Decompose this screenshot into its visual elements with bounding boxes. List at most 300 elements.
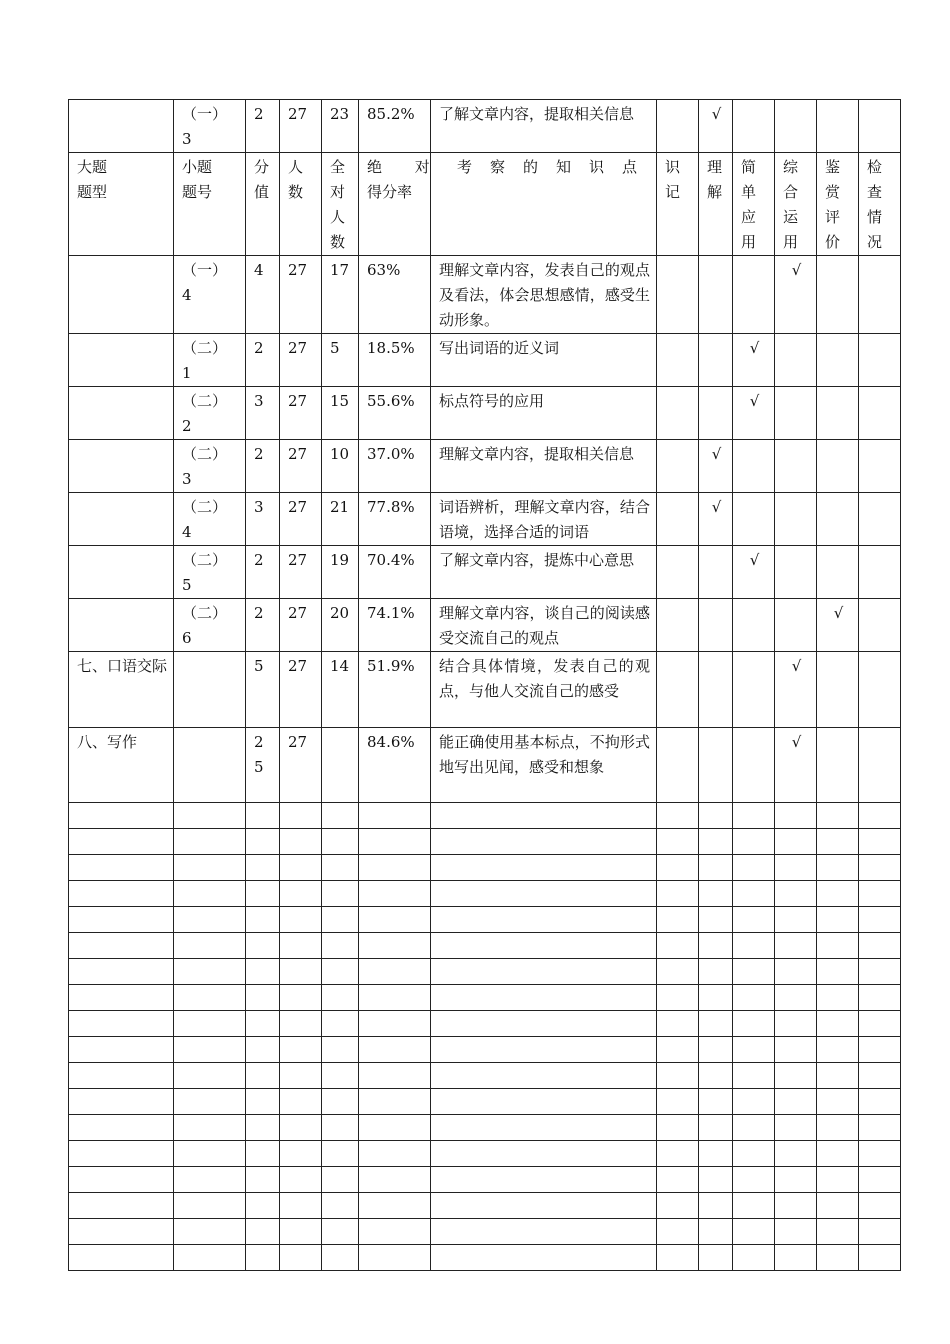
empty-cell bbox=[359, 1089, 431, 1115]
empty-row bbox=[69, 1037, 901, 1063]
level-cell bbox=[699, 493, 733, 546]
empty-cell bbox=[322, 1063, 359, 1089]
check-mark: √ bbox=[791, 261, 802, 279]
empty-cell bbox=[69, 933, 174, 959]
empty-cell bbox=[699, 855, 733, 881]
empty-cell bbox=[359, 1193, 431, 1219]
empty-cell bbox=[431, 1193, 657, 1219]
empty-cell bbox=[859, 1037, 901, 1063]
empty-cell bbox=[657, 959, 699, 985]
empty-cell bbox=[775, 1037, 817, 1063]
header-review: 检 查 情 况 bbox=[859, 153, 901, 256]
empty-cell bbox=[69, 829, 174, 855]
empty-cell bbox=[775, 1011, 817, 1037]
empty-cell bbox=[733, 855, 775, 881]
empty-cell bbox=[280, 907, 322, 933]
empty-cell bbox=[733, 1089, 775, 1115]
knowledge-cell: 理解文章内容，发表自己的观点及看法，体会思想感情，感受生动形象。 bbox=[431, 256, 657, 334]
empty-cell bbox=[280, 1011, 322, 1037]
empty-cell bbox=[174, 1115, 246, 1141]
level-cell bbox=[775, 728, 817, 803]
header-rate-line1: 绝 对 bbox=[367, 158, 444, 176]
empty-cell bbox=[431, 907, 657, 933]
empty-cell bbox=[699, 1115, 733, 1141]
table-row bbox=[69, 387, 901, 440]
rate-cell: 74.1% bbox=[359, 599, 431, 652]
empty-cell bbox=[699, 1011, 733, 1037]
level-cell bbox=[775, 100, 817, 153]
empty-cell bbox=[359, 881, 431, 907]
header-knowledge bbox=[431, 153, 657, 256]
empty-cell bbox=[657, 907, 699, 933]
empty-cell bbox=[174, 1089, 246, 1115]
level-cell bbox=[699, 652, 733, 728]
level-cell bbox=[859, 599, 901, 652]
header-count: 人 数 bbox=[280, 153, 322, 256]
empty-cell bbox=[817, 1141, 859, 1167]
level-cell bbox=[817, 599, 859, 652]
empty-cell bbox=[775, 1089, 817, 1115]
empty-cell bbox=[69, 1219, 174, 1245]
count-cell: 27 bbox=[280, 652, 322, 728]
sub-question-cell: （一） 3 bbox=[174, 100, 246, 153]
sub-question-cell: （二） 6 bbox=[174, 599, 246, 652]
check-mark: √ bbox=[749, 392, 760, 410]
level-cell bbox=[699, 546, 733, 599]
empty-cell bbox=[322, 1193, 359, 1219]
empty-cell bbox=[699, 985, 733, 1011]
empty-cell bbox=[859, 1167, 901, 1193]
big-question-cell bbox=[69, 440, 174, 493]
empty-cell bbox=[775, 1141, 817, 1167]
level-cell bbox=[817, 334, 859, 387]
empty-cell bbox=[699, 1219, 733, 1245]
empty-cell bbox=[246, 1245, 280, 1271]
empty-cell bbox=[174, 855, 246, 881]
empty-row bbox=[69, 907, 901, 933]
empty-cell bbox=[431, 1245, 657, 1271]
empty-cell bbox=[859, 829, 901, 855]
empty-cell bbox=[859, 1141, 901, 1167]
sub-question-cell: （二） 4 bbox=[174, 493, 246, 546]
level-cell bbox=[699, 256, 733, 334]
sub-question-cell: （二） 5 bbox=[174, 546, 246, 599]
empty-cell bbox=[699, 1167, 733, 1193]
empty-cell bbox=[322, 907, 359, 933]
full-correct-cell: 10 bbox=[322, 440, 359, 493]
level-cell bbox=[817, 546, 859, 599]
level-cell bbox=[817, 652, 859, 728]
level-cell bbox=[775, 440, 817, 493]
full-correct-cell: 14 bbox=[322, 652, 359, 728]
empty-cell bbox=[817, 803, 859, 829]
empty-cell bbox=[699, 933, 733, 959]
empty-cell bbox=[733, 959, 775, 985]
empty-cell bbox=[322, 855, 359, 881]
empty-cell bbox=[817, 933, 859, 959]
empty-cell bbox=[699, 1037, 733, 1063]
empty-cell bbox=[817, 1063, 859, 1089]
knowledge-cell: 了解文章内容，提取相关信息 bbox=[431, 100, 657, 153]
empty-cell bbox=[359, 959, 431, 985]
empty-cell bbox=[431, 881, 657, 907]
rate-cell: 85.2% bbox=[359, 100, 431, 153]
level-cell bbox=[699, 440, 733, 493]
knowledge-cell: 标点符号的应用 bbox=[431, 387, 657, 440]
empty-cell bbox=[246, 1167, 280, 1193]
big-question-cell bbox=[69, 599, 174, 652]
empty-cell bbox=[775, 1193, 817, 1219]
level-cell bbox=[657, 546, 699, 599]
empty-cell bbox=[699, 829, 733, 855]
knowledge-cell: 词语辨析，理解文章内容，结合语境，选择合适的词语 bbox=[431, 493, 657, 546]
check-mark: √ bbox=[791, 733, 802, 751]
level-cell bbox=[657, 493, 699, 546]
header-score: 分 值 bbox=[246, 153, 280, 256]
level-cell bbox=[775, 652, 817, 728]
empty-cell bbox=[174, 1063, 246, 1089]
check-mark: √ bbox=[711, 498, 722, 516]
level-cell bbox=[699, 334, 733, 387]
empty-cell bbox=[775, 985, 817, 1011]
full-correct-cell: 20 bbox=[322, 599, 359, 652]
empty-cell bbox=[359, 985, 431, 1011]
empty-cell bbox=[817, 1219, 859, 1245]
empty-row bbox=[69, 1245, 901, 1271]
check-mark: √ bbox=[833, 604, 844, 622]
empty-cell bbox=[280, 1219, 322, 1245]
empty-cell bbox=[69, 907, 174, 933]
level-cell bbox=[699, 728, 733, 803]
empty-cell bbox=[657, 1219, 699, 1245]
level-cell bbox=[775, 256, 817, 334]
level-cell bbox=[657, 256, 699, 334]
empty-cell bbox=[69, 985, 174, 1011]
empty-cell bbox=[322, 985, 359, 1011]
level-cell bbox=[733, 546, 775, 599]
empty-cell bbox=[733, 907, 775, 933]
empty-cell bbox=[733, 803, 775, 829]
empty-cell bbox=[431, 803, 657, 829]
empty-cell bbox=[733, 1011, 775, 1037]
rate-cell: 51.9% bbox=[359, 652, 431, 728]
empty-row bbox=[69, 959, 901, 985]
empty-cell bbox=[359, 1167, 431, 1193]
empty-cell bbox=[733, 829, 775, 855]
empty-cell bbox=[322, 881, 359, 907]
empty-cell bbox=[775, 1115, 817, 1141]
empty-cell bbox=[699, 1245, 733, 1271]
big-question-cell: 七、口语交际 bbox=[69, 652, 174, 728]
knowledge-cell: 理解文章内容，提取相关信息 bbox=[431, 440, 657, 493]
table-row bbox=[69, 599, 901, 652]
empty-cell bbox=[817, 855, 859, 881]
empty-cell bbox=[280, 1141, 322, 1167]
empty-cell bbox=[322, 1011, 359, 1037]
empty-cell bbox=[174, 985, 246, 1011]
full-correct-cell: 19 bbox=[322, 546, 359, 599]
level-cell bbox=[733, 728, 775, 803]
level-cell bbox=[859, 334, 901, 387]
empty-cell bbox=[280, 1245, 322, 1271]
level-cell bbox=[733, 599, 775, 652]
big-question-cell bbox=[69, 334, 174, 387]
empty-cell bbox=[359, 1245, 431, 1271]
table-row bbox=[69, 256, 901, 334]
level-cell bbox=[859, 728, 901, 803]
rate-cell: 37.0% bbox=[359, 440, 431, 493]
empty-cell bbox=[174, 1245, 246, 1271]
full-correct-cell: 15 bbox=[322, 387, 359, 440]
empty-cell bbox=[69, 855, 174, 881]
empty-cell bbox=[859, 985, 901, 1011]
empty-cell bbox=[174, 829, 246, 855]
table-row bbox=[69, 440, 901, 493]
level-cell bbox=[657, 652, 699, 728]
level-cell bbox=[775, 546, 817, 599]
empty-cell bbox=[322, 1037, 359, 1063]
empty-cell bbox=[174, 1219, 246, 1245]
empty-cell bbox=[817, 829, 859, 855]
empty-cell bbox=[246, 829, 280, 855]
empty-cell bbox=[657, 1141, 699, 1167]
empty-cell bbox=[69, 1167, 174, 1193]
level-cell bbox=[657, 100, 699, 153]
level-cell bbox=[699, 599, 733, 652]
count-cell: 27 bbox=[280, 440, 322, 493]
empty-cell bbox=[817, 959, 859, 985]
empty-cell bbox=[733, 1141, 775, 1167]
level-cell bbox=[859, 652, 901, 728]
empty-cell bbox=[859, 803, 901, 829]
empty-cell bbox=[246, 1063, 280, 1089]
empty-cell bbox=[359, 1063, 431, 1089]
empty-cell bbox=[859, 1063, 901, 1089]
level-cell bbox=[859, 493, 901, 546]
empty-cell bbox=[174, 959, 246, 985]
empty-cell bbox=[657, 1167, 699, 1193]
empty-cell bbox=[280, 959, 322, 985]
empty-cell bbox=[817, 1167, 859, 1193]
rate-cell: 63% bbox=[359, 256, 431, 334]
empty-cell bbox=[69, 959, 174, 985]
empty-cell bbox=[246, 959, 280, 985]
empty-cell bbox=[174, 881, 246, 907]
empty-cell bbox=[431, 829, 657, 855]
empty-cell bbox=[817, 1193, 859, 1219]
empty-cell bbox=[322, 1245, 359, 1271]
empty-cell bbox=[69, 1245, 174, 1271]
empty-row bbox=[69, 803, 901, 829]
empty-cell bbox=[733, 881, 775, 907]
level-cell bbox=[859, 440, 901, 493]
empty-row bbox=[69, 1167, 901, 1193]
table-row bbox=[69, 546, 901, 599]
empty-cell bbox=[69, 1037, 174, 1063]
level-cell bbox=[657, 728, 699, 803]
empty-row bbox=[69, 1193, 901, 1219]
empty-cell bbox=[431, 985, 657, 1011]
header-recall: 识 记 bbox=[657, 153, 699, 256]
empty-cell bbox=[699, 959, 733, 985]
header-row bbox=[69, 153, 901, 256]
empty-cell bbox=[775, 933, 817, 959]
empty-cell bbox=[322, 803, 359, 829]
empty-cell bbox=[859, 1193, 901, 1219]
empty-cell bbox=[657, 985, 699, 1011]
level-cell bbox=[859, 546, 901, 599]
empty-cell bbox=[733, 985, 775, 1011]
empty-cell bbox=[322, 933, 359, 959]
level-cell bbox=[733, 256, 775, 334]
sub-question-cell bbox=[174, 652, 246, 728]
header-big-question: 大题 题型 bbox=[69, 153, 174, 256]
empty-cell bbox=[322, 1089, 359, 1115]
empty-cell bbox=[280, 829, 322, 855]
score-cell: 2 bbox=[246, 334, 280, 387]
level-cell bbox=[775, 334, 817, 387]
empty-cell bbox=[246, 803, 280, 829]
empty-cell bbox=[322, 959, 359, 985]
empty-cell bbox=[246, 1141, 280, 1167]
sub-question-cell bbox=[174, 728, 246, 803]
level-cell bbox=[817, 100, 859, 153]
empty-cell bbox=[69, 1141, 174, 1167]
empty-cell bbox=[359, 1219, 431, 1245]
empty-cell bbox=[657, 1193, 699, 1219]
empty-cell bbox=[699, 1089, 733, 1115]
empty-cell bbox=[69, 1115, 174, 1141]
big-question-cell bbox=[69, 256, 174, 334]
empty-cell bbox=[280, 1167, 322, 1193]
empty-cell bbox=[246, 933, 280, 959]
level-cell bbox=[657, 440, 699, 493]
empty-cell bbox=[775, 1167, 817, 1193]
empty-cell bbox=[431, 933, 657, 959]
full-correct-cell: 21 bbox=[322, 493, 359, 546]
empty-cell bbox=[859, 1219, 901, 1245]
empty-cell bbox=[431, 1089, 657, 1115]
empty-cell bbox=[69, 1063, 174, 1089]
empty-cell bbox=[775, 803, 817, 829]
empty-cell bbox=[859, 1089, 901, 1115]
empty-cell bbox=[699, 907, 733, 933]
level-cell bbox=[733, 387, 775, 440]
empty-cell bbox=[431, 1115, 657, 1141]
score-cell: 3 bbox=[246, 493, 280, 546]
level-cell bbox=[733, 493, 775, 546]
empty-cell bbox=[733, 1167, 775, 1193]
empty-cell bbox=[859, 933, 901, 959]
empty-row bbox=[69, 933, 901, 959]
level-cell bbox=[817, 728, 859, 803]
empty-row bbox=[69, 985, 901, 1011]
empty-cell bbox=[246, 1037, 280, 1063]
empty-cell bbox=[246, 1089, 280, 1115]
level-cell bbox=[733, 440, 775, 493]
empty-cell bbox=[246, 907, 280, 933]
check-mark: √ bbox=[749, 339, 760, 357]
empty-cell bbox=[359, 855, 431, 881]
score-cell: 25 bbox=[246, 728, 280, 803]
count-cell: 27 bbox=[280, 256, 322, 334]
knowledge-cell: 理解文章内容，谈自己的阅读感受交流自己的观点 bbox=[431, 599, 657, 652]
knowledge-cell: 结合具体情境，发表自己的观点，与他人交流自己的感受 bbox=[431, 652, 657, 728]
rate-cell: 84.6% bbox=[359, 728, 431, 803]
full-correct-cell bbox=[322, 728, 359, 803]
empty-cell bbox=[657, 1115, 699, 1141]
empty-cell bbox=[859, 1011, 901, 1037]
header-simple-apply: 简 单 应 用 bbox=[733, 153, 775, 256]
table-row bbox=[69, 493, 901, 546]
empty-cell bbox=[775, 881, 817, 907]
full-correct-cell: 23 bbox=[322, 100, 359, 153]
empty-cell bbox=[322, 1141, 359, 1167]
header-comprehensive: 综 合 运 用 bbox=[775, 153, 817, 256]
big-question-cell bbox=[69, 493, 174, 546]
empty-cell bbox=[817, 881, 859, 907]
empty-cell bbox=[859, 1115, 901, 1141]
empty-cell bbox=[657, 829, 699, 855]
empty-cell bbox=[322, 1115, 359, 1141]
empty-cell bbox=[246, 855, 280, 881]
empty-cell bbox=[280, 1115, 322, 1141]
header-understand: 理 解 bbox=[699, 153, 733, 256]
empty-cell bbox=[775, 1063, 817, 1089]
empty-cell bbox=[859, 855, 901, 881]
empty-cell bbox=[817, 1245, 859, 1271]
knowledge-cell: 了解文章内容，提炼中心意思 bbox=[431, 546, 657, 599]
empty-cell bbox=[657, 855, 699, 881]
empty-cell bbox=[431, 1063, 657, 1089]
empty-cell bbox=[775, 829, 817, 855]
empty-cell bbox=[733, 1193, 775, 1219]
empty-cell bbox=[280, 1037, 322, 1063]
empty-row bbox=[69, 1115, 901, 1141]
empty-cell bbox=[69, 1193, 174, 1219]
empty-cell bbox=[733, 1037, 775, 1063]
check-mark: √ bbox=[791, 657, 802, 675]
empty-cell bbox=[817, 907, 859, 933]
check-mark: √ bbox=[711, 445, 722, 463]
empty-cell bbox=[431, 1011, 657, 1037]
table-row bbox=[69, 334, 901, 387]
empty-cell bbox=[431, 959, 657, 985]
empty-cell bbox=[733, 1063, 775, 1089]
empty-cell bbox=[174, 1193, 246, 1219]
empty-cell bbox=[174, 803, 246, 829]
count-cell: 27 bbox=[280, 387, 322, 440]
empty-row bbox=[69, 881, 901, 907]
empty-cell bbox=[322, 1167, 359, 1193]
empty-cell bbox=[699, 1063, 733, 1089]
level-cell bbox=[859, 387, 901, 440]
empty-cell bbox=[69, 803, 174, 829]
empty-row bbox=[69, 1063, 901, 1089]
level-cell bbox=[657, 599, 699, 652]
level-cell bbox=[733, 334, 775, 387]
header-rate bbox=[359, 153, 444, 256]
empty-cell bbox=[174, 907, 246, 933]
big-question-cell bbox=[69, 546, 174, 599]
empty-cell bbox=[359, 1115, 431, 1141]
empty-cell bbox=[174, 1141, 246, 1167]
table-row bbox=[69, 652, 901, 728]
level-cell bbox=[817, 440, 859, 493]
table-row bbox=[69, 100, 901, 153]
empty-cell bbox=[69, 1011, 174, 1037]
level-cell bbox=[699, 387, 733, 440]
